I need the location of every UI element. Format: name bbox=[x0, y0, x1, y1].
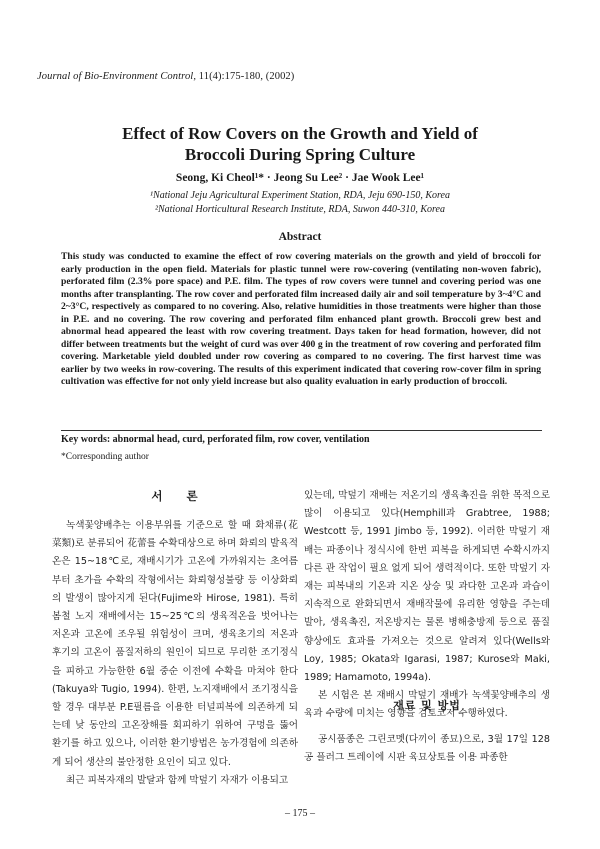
affiliation-1: ¹National Jeju Agricultural Experiment Station, RDA, Jeju 690-150, Korea bbox=[150, 190, 450, 201]
journal-header bbox=[37, 71, 294, 82]
abstract-text: This study was conducted to examine the effect of row covering materials on the growth and yield of broccoli for early production in the open field. Materials for plastic tunnel were row-covering (ventilating non-woven fabric), perforated film (2.3% pore space) and P.E. film. The types of row covers were tunnel and covering period was one months after transplanting. The row cover and perforated film increased daily air and soil temperature by 3~4°C and 2~3°C, respectively as compared to no covering. Also, relative humidities in those treatments were higher than those in P.E. and no covering. The row covering and perforated film enhanced plant growth. Broccoli grew best and abnormal head appeared the least with row covering treatment. Days taken for head formation, however, did not differ between treatments but the weight of curd was over 400 g in the treatment of row covering and perforated film covering. Marketable yield doubled under row covering as compared to no covering. The first harvest time was earlier by two weeks in row-covering. The results of this experiment indicated that covering row-cover film in spring cultivation was effective for not only yield increase but also quality evaluation in early production of broccoli. bbox=[61, 251, 541, 387]
left-column bbox=[52, 517, 298, 790]
intro-paragraph-3: 본 시험은 본 재배시 막덮기 재배가 녹색꽃양배추의 생육과 수량에 미치는 영향을 검토코저 수행하였다. bbox=[304, 690, 550, 720]
abstract-heading: Abstract bbox=[278, 231, 322, 243]
intro-paragraph-1: 녹색꽃양배추는 이용부위를 기준으로 할 때 화채류(花菜類)로 분류되어 花蕾를 수확대상으로 하며 화뢰의 발육적온은 15~18℃로, 재배시기가 고온에 가까워지는 초여름부터 초가을 수확의 작형에서는 화뢰형성불량 등 이상화뢰의 발생이 많아지게 된다(Fujime와 Hirose, 1981). 특히 봄철 노지 재배에서는 15~25℃의 생육적온을 벗어나는 저온과 고온에 조우될 위험성이 크며, 생육초기의 저온과 후기의 고온이 품질저하의 원인이 되므로 무리한 조기정식을 피하고 가능한한 6월 중순 이전에 수확을 마쳐야 한다(Takuya와 Tugio, 1994). 한편, 노지재배에서 조기정식을 할 경우 대부분 P.E필름을 이용한 터널피복에 의존하게 되는데 낮 동안의 고온장해를 회피하기 위하여 구멍을 뚫어 환기를 하고 있으나, 이러한 환기방법은 농가경험에 의존하게 되어 생산의 불안정한 요인이 되고 있다. bbox=[52, 520, 298, 768]
methods-column bbox=[304, 731, 550, 767]
methods-heading: 재료 및 방법 bbox=[393, 699, 461, 712]
journal-name: Journal of Bio-Environment Control, bbox=[37, 71, 197, 82]
abstract-divider bbox=[61, 430, 542, 431]
intro-paragraph-2-continued: 있는데, 막덮기 재배는 저온기의 생육촉진을 위한 목적으로 많이 이용되고 있다(Hemphill과 Grabtree, 1988; Westcott 등, 1991 Jimbo 등, 1992). 이러한 막덮기 재배는 파종이나 정식시에 한번 피복을 하게되면 수확시까지 다른 관 작업이 필요 없게 되어 생력적이다. 또한 막덮기 자재는 피복내의 기온과 지온 상승 및 과다한 고온과 과습이 지속적으로 완화되면서 재배작물에 유리한 영향을 주는데 발아, 생육촉진, 저온방지는 물론 병해충방제 등으로 품질향상에도 효과를 가져오는 것으로 알려져 있다(Wells와 Loy, 1985; Okata와 Igarasi, 1987; Kurose와 Maki, 1989; Hamamoto, 1994a). bbox=[304, 490, 550, 684]
journal-volume: 11(4):175-180, (2002) bbox=[196, 71, 295, 82]
paper-title-line2: Broccoli During Spring Culture bbox=[184, 145, 416, 164]
corresponding-author-note: *Corresponding author bbox=[61, 452, 149, 462]
intro-paragraph-2: 최근 피복자재의 발달과 함께 막덮기 자재가 이용되고 bbox=[66, 774, 289, 786]
author-list: Seong, Ki Cheol¹* · Jeong Su Lee² · Jae Wook Lee¹ bbox=[175, 172, 425, 184]
page-number: – 175 – bbox=[285, 808, 315, 819]
keywords-line: Key words: abnormal head, curd, perforated film, row cover, ventilation bbox=[61, 434, 370, 445]
methods-paragraph-1: 공시품종은 그린코멧(다끼이 종묘)으로, 3월 17일 128공 플러그 트레이에 시판 육묘상토를 이용 파종한 bbox=[304, 734, 550, 764]
right-column bbox=[304, 487, 550, 724]
intro-heading: 서 론 bbox=[151, 489, 199, 503]
paper-title-line1: Effect of Row Covers on the Growth and Yield of bbox=[122, 124, 478, 143]
affiliation-2: ²National Horticultural Research Institute, RDA, Suwon 440-310, Korea bbox=[154, 204, 445, 215]
